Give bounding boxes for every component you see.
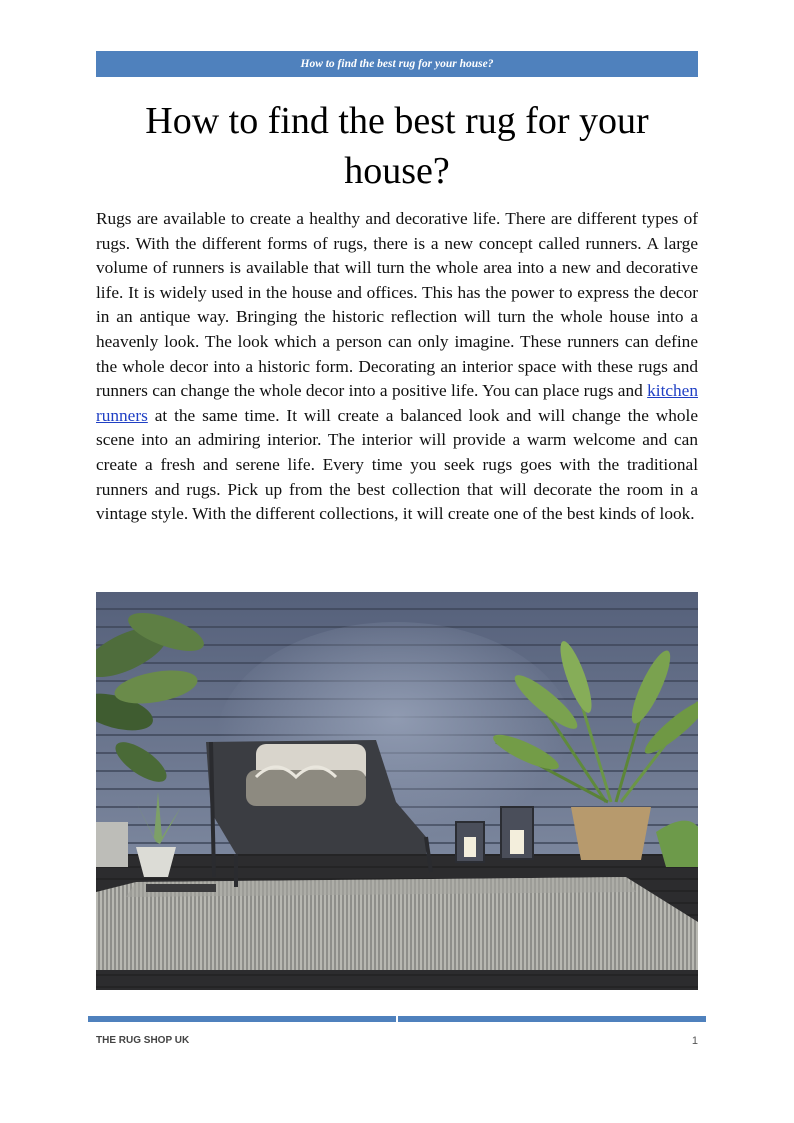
footer-company: THE RUG SHOP UK	[96, 1035, 190, 1046]
kitchen-runners-link[interactable]: kitchen runners	[96, 381, 698, 425]
paragraph-text-end: at the same time. It will create a balanced look and will change the whole scene into an admiring interior. The interior will provide a warm welcome and can create a fresh and serene life. Every time you seek rugs goes with the traditional runners and rugs. Pick up from the best collection that will decorate the room in a vintage style. With the different collections, it will create one of the best kinds of look.	[96, 405, 698, 524]
paragraph-text-start: Rugs are available to create a healthy and decorative life. There are different types of rugs. With the different forms of rugs, there is a new concept called runners. A large volume of runners is available that will turn the whole area into a new and decorative life. It is widely used in the house and offices. This has the power to express the decor in an antique way. Bringing the historic reflection will turn the whole house into a heavenly look. The look which a person can only imagine. These runners can define the whole decor into a historic form. Decorating an interior space with these rugs and runners can change the whole decor into a positive life. You can place rugs and	[96, 209, 698, 401]
footer-rule	[88, 1016, 706, 1022]
rug-photo	[96, 592, 698, 990]
page-number: 1	[691, 1035, 698, 1047]
page-title: How to find the best rug for your house?	[145, 100, 649, 192]
article-paragraph	[96, 207, 698, 527]
running-header: How to find the best rug for your house?	[96, 51, 698, 77]
